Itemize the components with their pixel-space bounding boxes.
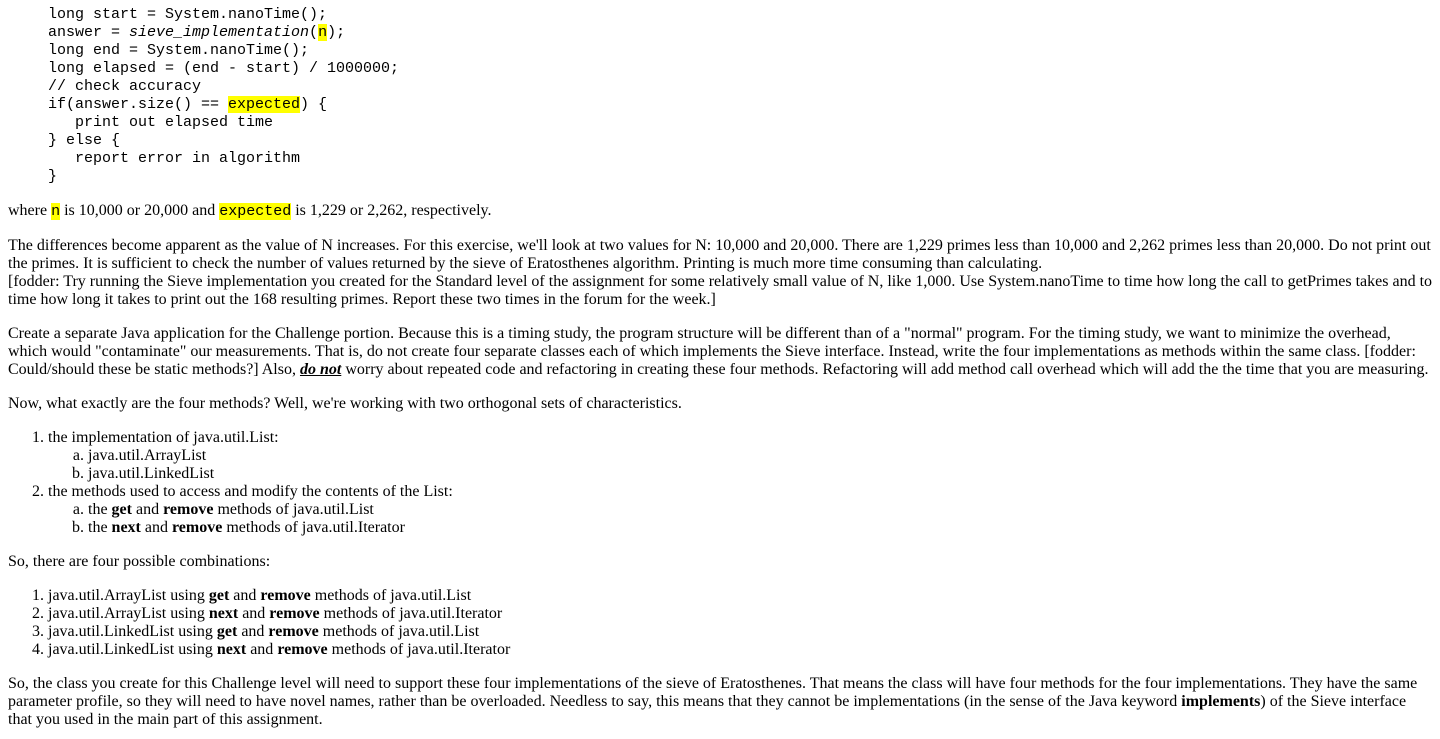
code-line: } [48,168,58,185]
fodder-note: [fodder: Try running the Sieve implementation you created for the Standard level of the assignment for some relatively small value of N, like 1,000. Use System.nanoTime to time how long the call to getPrimes takes and to time how long it takes to print out the 168 resulting primes. Report these two times in the forum for the week.] [8,273,1433,308]
text: is 10,000 or 20,000 and [60,202,220,219]
combinations-list [8,587,1432,659]
list-item: a. java.util.ArrayList [88,447,1432,465]
code-text: if(answer.size() == [48,96,229,113]
code-line: } else { [48,132,121,149]
list-item: a. the get and remove methods of java.util.List [88,501,1432,519]
keyword-implements: implements [1181,693,1261,710]
list-item: b. the next and remove methods of java.util.Iterator [88,519,1432,537]
text: is 1,229 or 2,262, respectively. [291,202,492,219]
text: the implementation of java.util.List: [48,429,279,446]
text: So, the class you create for this Challenge level will need to support these four implementations of the sieve of Eratosthenes. That means the class will have four methods for the four implementations. They have the same parameter profile, so they will need to have novel names, rather than be overloaded. Needless to say, this means that they cannot be implementations (in the sense of the Java keyword [8,675,1418,710]
characteristics-list [8,429,1432,537]
where-paragraph [8,202,1432,221]
differences-paragraph [8,237,1432,309]
emphasis-do-not: do not [299,361,342,378]
list-item: 2. java.util.ArrayList using next and remove methods of java.util.Iterator [48,605,1432,623]
text: worry about repeated code and refactoring in creating these four methods. Refactoring will add method call overhead which will add the the time that you are measuring. [341,361,1429,378]
highlight-n: n [51,203,61,220]
combinations-intro: So, there are four possible combinations: [8,553,271,570]
text: The differences become apparent as the value of N increases. For this exercise, we'll look at two values for N: 10,000 and 20,000. There are 1,229 primes less than 10,000 and 2,262 primes less than 20,000. Do not print out the primes. It is sufficient to check the number of values returned by the sieve of Eratosthenes algorithm. Printing is much more time consuming than calculating. [8,237,1431,272]
final-paragraph [8,675,1432,729]
list-item [48,429,1432,483]
list-item: 3. java.util.LinkedList using get and remove methods of java.util.List [48,623,1432,641]
list-item: 4. java.util.LinkedList using next and remove methods of java.util.Iterator [48,641,1432,659]
code-line: long start = System.nanoTime(); [48,6,328,23]
code-text: ); [327,24,346,41]
four-methods-paragraph: Now, what exactly are the four methods? Well, we're working with two orthogonal sets of characteristics. [8,395,682,412]
text: where [8,202,52,219]
code-line: // check accuracy [48,78,202,95]
code-line [48,24,1432,42]
text: the methods used to access and modify the contents of the List: [48,483,453,500]
sub-list [48,447,1432,483]
code-text: ) { [300,96,328,113]
code-line: long elapsed = (end - start) / 1000000; [48,60,400,77]
code-highlight-n: n [318,24,328,41]
code-line: long end = System.nanoTime(); [48,42,310,59]
code-line: print out elapsed time [48,114,274,131]
code-line [48,96,1432,114]
code-text: answer = [48,24,130,41]
highlight-expected: expected [219,203,292,220]
text: Create a separate Java application for the Challenge portion. Because this is a timing study, the program structure will be different than of a "normal" program. For the timing study, we want to minimize the overhead, which would "contaminate" our measurements. That is, do not create four separate classes each of which implements the Sieve interface. Instead, write the four implementations as methods within the same class. [fodder: Could/should these be static methods?] Also, [8,325,1416,378]
code-function-name: sieve_implementation [129,24,310,41]
code-block [48,6,1432,186]
code-text: ( [309,24,319,41]
challenge-paragraph [8,325,1432,379]
list-item [48,483,1432,537]
code-line: report error in algorithm [48,150,301,167]
list-item: b. java.util.LinkedList [88,465,1432,483]
list-item: 1. java.util.ArrayList using get and remove methods of java.util.List [48,587,1432,605]
code-highlight-expected: expected [228,96,301,113]
text: ) of the Sieve interface that you used in the main part of this assignment. [8,693,1407,728]
sub-list [48,501,1432,537]
